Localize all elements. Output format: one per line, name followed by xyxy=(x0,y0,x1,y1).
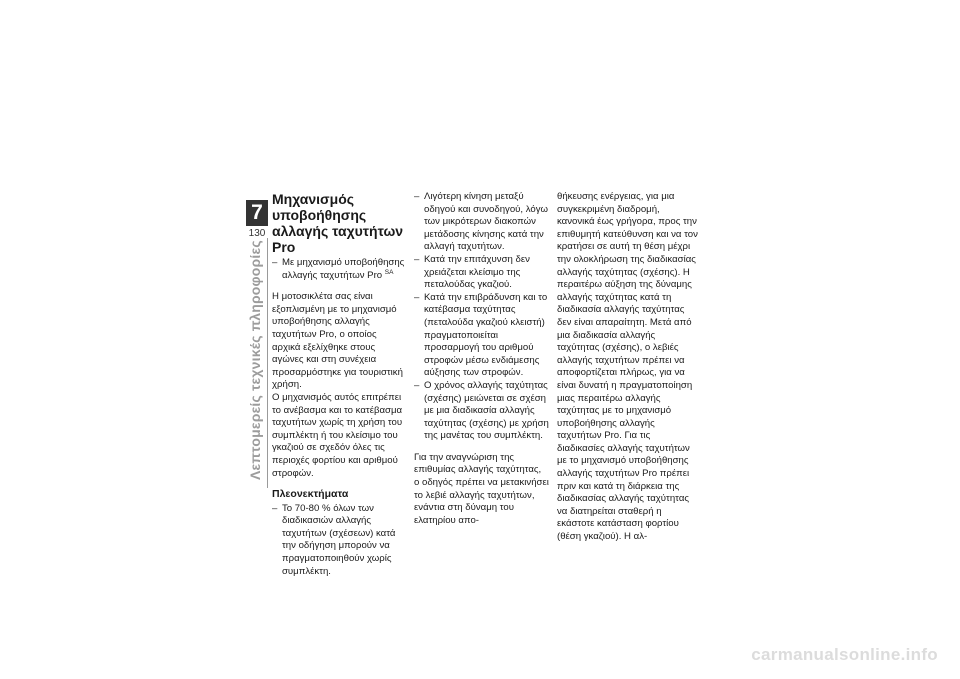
watermark: carmanualsonline.info xyxy=(751,645,938,664)
column-3 xyxy=(557,191,699,544)
paragraph: θήκευσης ενέργειας, για μια συγκεκριμένη διαδρομή, κανονικά έως γρήγορα, προς την επιθυμητή κατεύθυνση και να τον κρατήσει σε αυτή τη θέση μέχρι την ολοκλήρωση της διαδικασίας αλλαγής ταχύτητας (σχέσης). Η περαιτέρω αύξηση της δύναμης αλλαγής ταχύτητας κατά τη διαδικασία αλλαγής ταχύτητας δεν είναι απαραίτητη. Μετά από μια διαδικασία αλλαγής ταχύτητας (σχέσης), ο λεβιές αλλαγής ταχυτήτων πρέπει να αποφορτίζεται πλήρως, για να είναι δυνατή η πραγματοποίηση μιας περαιτέρω αλλαγής ταχύτητας με το μηχανισμό υποβοήθησης αλλαγής ταχυτήτων Pro. Για τις διαδικασίες αλλαγής ταχυτήτων με το μηχανισμό υποβοήθησης αλλαγής ταχυτήτων Pro πρέπει πριν και κατά τη διάρκεια της διαδικασίας αλλαγής ταχύτητας να διατηρείται σταθερή η εκάστοτε κατάσταση φορτίου (θέση γκαζιού). Η αλ- xyxy=(557,191,698,543)
equipment-note-text: Με μηχανισμό υποβοήθησης αλλαγής ταχυτήτων Pro xyxy=(282,257,405,281)
side-divider xyxy=(267,238,268,488)
list-item: – Το 70-80 % όλων των διαδικασιών αλλαγής ταχυτήτων (σχέσεων) κατά την οδήγηση μπορούν να πραγματοποιηθούν χωρίς συμπλέκτη. xyxy=(272,503,407,579)
section-label: Λεπτομερείς τεχνικές πληροφορίες xyxy=(247,240,263,480)
section-title: Μηχανισμός υποβοήθησης αλλαγής ταχυτήτων Pro xyxy=(272,191,404,255)
list-item: – Κατά την επιτάχυνση δεν χρειάζεται κλείσιμο της πεταλούδας γκαζιού. xyxy=(414,254,549,292)
paragraph: Η μοτοσικλέτα σας είναι εξοπλισμένη με το μηχανισμό υποβοήθησης αλλαγής ταχυτήτων Pro, ο οποίος αρχικά εξελίχθηκε στους αγώνες και στη συνέχεια προσαρμόστηκε για τουριστική χρήση. xyxy=(272,291,403,391)
chapter-number-badge: 7 xyxy=(246,200,268,226)
paragraph: Για την αναγνώριση της επιθυμίας αλλαγής ταχύτητας, ο οδηγός πρέπει να μετακινήσει το λεβιέ αλλαγής ταχυτήτων, ενάντια στη δύναμη του ελατηρίου απο- xyxy=(414,451,549,526)
equipment-code: SA xyxy=(384,268,394,276)
column-1 xyxy=(272,191,407,578)
list-item: – Λιγότερη κίνηση μεταξύ οδηγού και συνοδηγού, λόγω των μικρότερων διακοπών μετάδοσης κίνησης κατά την αλλαγή ταχυτήτων. xyxy=(414,191,549,254)
list-item: – Ο χρόνος αλλαγής ταχύτητας (σχέσης) μειώνεται σε σχέση με μια διαδικασία αλλαγής ταχύτητας (σχέσης) με χρήση της μανέτας του συμπλέκτη. xyxy=(414,380,549,443)
column-2 xyxy=(414,191,549,527)
list-item: – Κατά την επιβράδυνση και το κατέβασμα ταχύτητας (πεταλούδα γκαζιού κλειστή) πραγματοποιείται προσαρμογή του αριθμού στροφών μέσω ενδιάμεσης αύξησης των στροφών. xyxy=(414,292,549,380)
equipment-note xyxy=(272,257,407,282)
subheading: Πλεονεκτήματα xyxy=(272,488,349,501)
page-number: 130 xyxy=(248,228,266,239)
paragraph: Ο μηχανισμός αυτός επιτρέπει το ανέβασμα και το κατέβασμα ταχυτήτων χωρίς τη χρήση του συμπλέκτη ή του κλείσιμο του γκαζιού σε σχεδόν όλες τις περιοχές φορτίου και αριθμού στροφών. xyxy=(272,391,403,479)
